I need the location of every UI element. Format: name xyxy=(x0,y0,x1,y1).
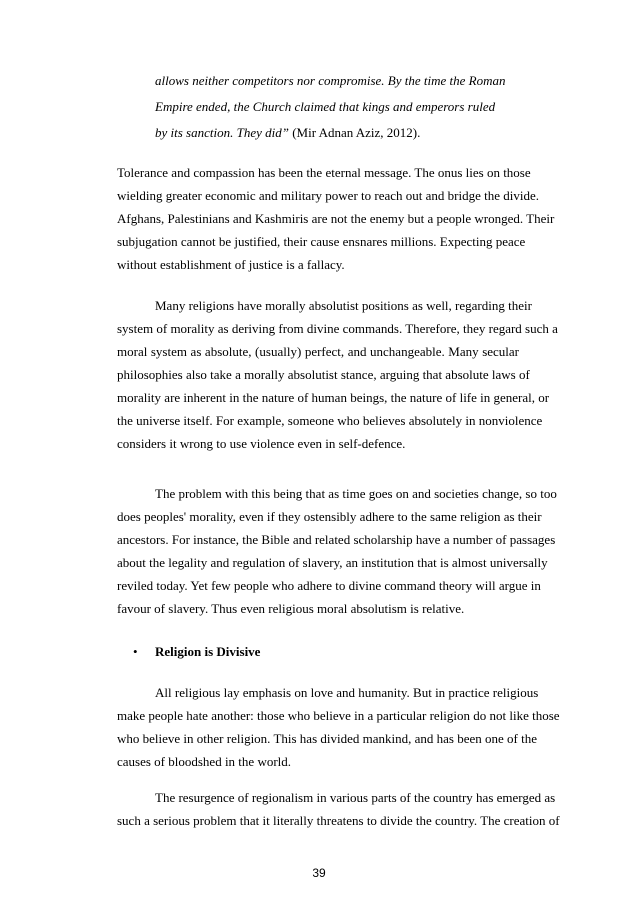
paragraph-line: Afghans, Palestinians and Kashmiris are not the enemy but a people wronged. Their xyxy=(117,211,555,226)
paragraph-line: does peoples' morality, even if they ostensibly adhere to the same religion as their xyxy=(117,509,542,524)
paragraph-line: causes of bloodshed in the world. xyxy=(117,754,292,769)
quote-line: by its sanction. They did” (Mir Adnan Aziz, 2012). xyxy=(155,125,421,140)
paragraph-line: who believe in other religion. This has divided mankind, and has been one of the xyxy=(117,731,537,746)
quote-line: allows neither competitors nor compromise. By the time the Roman xyxy=(155,73,506,88)
paragraph-line: wielding greater economic and military power to reach out and bridge the divide. xyxy=(117,188,539,203)
paragraph-line: morality are inherent in the nature of human beings, the nature of life in general, or xyxy=(117,390,550,405)
paragraph-line: ancestors. For instance, the Bible and related scholarship have a number of passages xyxy=(117,532,556,547)
paragraph-line: about the legality and regulation of slavery, an institution that is almost universally xyxy=(117,555,548,570)
bullet-icon: • xyxy=(133,644,138,659)
paragraph-line: Tolerance and compassion has been the eternal message. The onus lies on those xyxy=(117,165,531,180)
paragraph-line: moral system as absolute, (usually) perfect, and unchangeable. Many secular xyxy=(117,344,519,359)
paragraph-line: without establishment of justice is a fallacy. xyxy=(117,257,345,272)
page-number: 39 xyxy=(312,866,326,880)
paragraph-line: The problem with this being that as time goes on and societies change, so too xyxy=(155,486,557,501)
paragraph-line: considers it wrong to use violence even in self-defence. xyxy=(117,436,406,451)
paragraph-line: subjugation cannot be justified, their cause ensnares millions. Expecting peace xyxy=(117,234,526,249)
section-heading: Religion is Divisive xyxy=(155,644,261,659)
paragraph-line: Many religions have morally absolutist positions as well, regarding their xyxy=(155,298,532,313)
paragraph-line: make people hate another: those who believe in a particular religion do not like those xyxy=(117,708,560,723)
citation: (Mir Adnan Aziz, 2012). xyxy=(288,125,421,140)
paragraph-line: system of morality as deriving from divine commands. Therefore, they regard such a xyxy=(117,321,558,336)
quote-line: Empire ended, the Church claimed that kings and emperors ruled xyxy=(155,99,496,114)
paragraph-line: favour of slavery. Thus even religious moral absolutism is relative. xyxy=(117,601,465,616)
paragraph-line: philosophies also take a morally absolutist stance, arguing that absolute laws of xyxy=(117,367,530,382)
paragraph-line: the universe itself. For example, someone who believes absolutely in nonviolence xyxy=(117,413,543,428)
paragraph-line: All religious lay emphasis on love and humanity. But in practice religious xyxy=(155,685,539,700)
paragraph-line: reviled today. Yet few people who adhere to divine command theory will argue in xyxy=(117,578,541,593)
paragraph-line: The resurgence of regionalism in various parts of the country has emerged as xyxy=(155,790,556,805)
paragraph-line: such a serious problem that it literally threatens to divide the country. The creation of xyxy=(117,813,560,828)
